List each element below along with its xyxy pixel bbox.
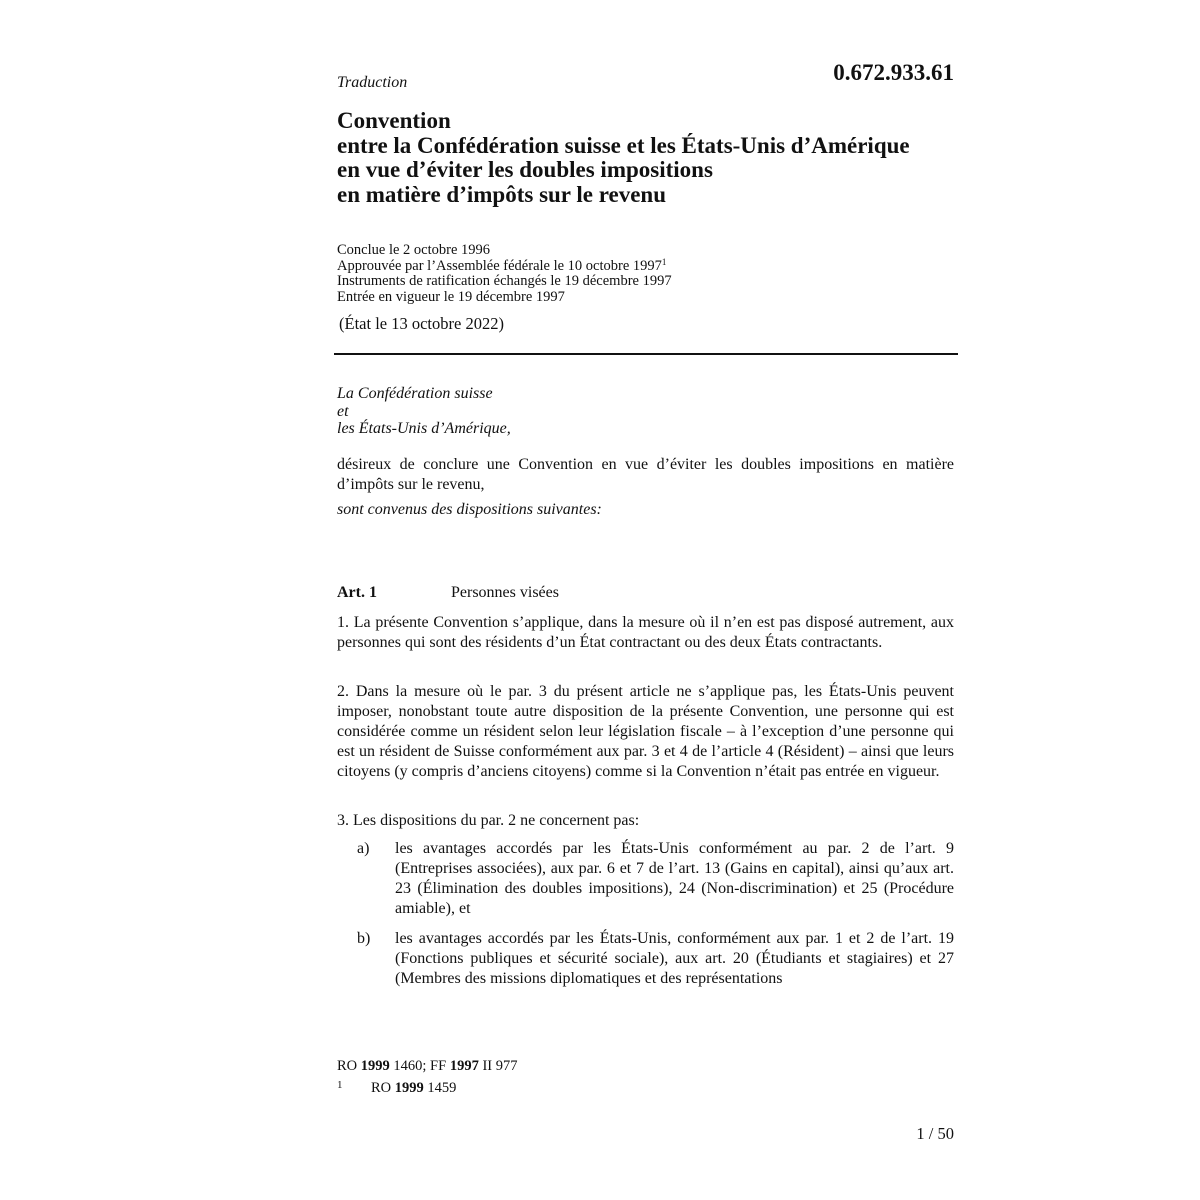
sr-number: 0.672.933.61 [833, 60, 954, 85]
article-1-paragraph-3: 3. Les dispositions du par. 2 ne concernent pas: [337, 812, 640, 829]
meta-conclue: Conclue le 2 octobre 1996 [337, 242, 491, 258]
footnote-1-ro: RO [371, 1080, 395, 1096]
meta-approuvee [337, 256, 672, 275]
ro-page: 1460; FF [389, 1058, 450, 1074]
ff-year: 1997 [449, 1058, 479, 1074]
parties [337, 385, 511, 438]
title-line-4: en matière d’impôts sur le revenu [337, 181, 666, 207]
meta-approuvee-text: Approuvée par l’Assemblée fédérale le 10 octobre 1997 [337, 257, 662, 274]
translation-label: Traduction [337, 74, 408, 91]
footnote-1-year: 1999 [394, 1080, 424, 1096]
ff-rest: II 977 [478, 1058, 518, 1074]
party-2: les États-Unis d’Amérique, [337, 420, 511, 437]
meta-instruments: Instruments de ratification échangés le 19 décembre 1997 [337, 273, 672, 290]
list-item-a [337, 839, 954, 919]
list-item-a-text: les avantages accordés par les États-Unis conformément au par. 2 de l’art. 9 (Entreprises associées), aux par. 6 et 7 de l’art. 13 (Gains en capital), ainsi qu’aux art. 23 (Élimination des doubles impositions), 24 (Non-discrimination) et 25 (Procédure amiable), et [395, 840, 954, 917]
article-1-heading [337, 584, 559, 602]
page-number: 1 / 50 [916, 1124, 954, 1143]
preamble-convenus: sont convenus des dispositions suivantes: [337, 501, 602, 518]
ro-prefix: RO [337, 1058, 361, 1074]
metadata-block [337, 243, 672, 305]
footnote-ref-1[interactable]: 1 [661, 256, 667, 267]
party-1: La Confédération suisse [337, 385, 493, 402]
footnote-1-number: 1 [337, 1079, 343, 1091]
document-title [337, 109, 967, 207]
party-conjunction: et [337, 402, 349, 420]
title-line-3: en vue d’éviter les doubles impositions [337, 157, 713, 182]
header-divider [334, 353, 958, 355]
article-1-paragraph-2: 2. Dans la mesure où le par. 3 du présent article ne s’applique pas, les États-Unis peuvent imposer, nonobstant toute autre disposition de la présente Convention, une personne qui est considérée comme un résident selon leur législation fiscale – à l’exception d’une personne qui est un résident de Suisse conformément aux par. 3 et 4 de l’article 4 (Résident) – ainsi que leurs citoyens (y compris d’anciens citoyens) comme si la Convention n’était pas entrée en vigueur. [337, 683, 954, 780]
list-item-b-label: b) [357, 930, 371, 947]
footnote-1-page: 1459 [423, 1080, 457, 1096]
source-reference [337, 1058, 518, 1075]
preamble-desireux: désireux de conclure une Convention en vue d’éviter les doubles impositions en matière d’impôts sur le revenu, [337, 456, 954, 493]
article-1-title: Personnes visées [451, 584, 559, 601]
list-item-b [337, 929, 954, 989]
footnote-1 [337, 1079, 456, 1097]
article-1-paragraph-1: 1. La présente Convention s’applique, dans la mesure où il n’en est pas disposé autrement, aux personnes qui sont des résidents d’un État contractant ou des deux États contractants. [337, 614, 954, 651]
list-item-a-label: a) [357, 840, 370, 857]
status-date: (État le 13 octobre 2022) [339, 314, 504, 333]
title-line-2: entre la Confédération suisse et les États-Unis d’Amérique [337, 132, 910, 158]
meta-entree: Entrée en vigueur le 19 décembre 1997 [337, 288, 565, 305]
article-1-label: Art. 1 [337, 584, 377, 601]
title-line-1: Convention [337, 108, 451, 133]
list-item-b-text: les avantages accordés par les États-Unis, conformément aux par. 1 et 2 de l’art. 19 (Fonctions publiques et sécurité sociale), aux art. 20 (Étudiants et stagiaires) et 27 (Membres des missions diplomatiques et des représentations [395, 930, 954, 987]
ro-year: 1999 [360, 1058, 390, 1074]
